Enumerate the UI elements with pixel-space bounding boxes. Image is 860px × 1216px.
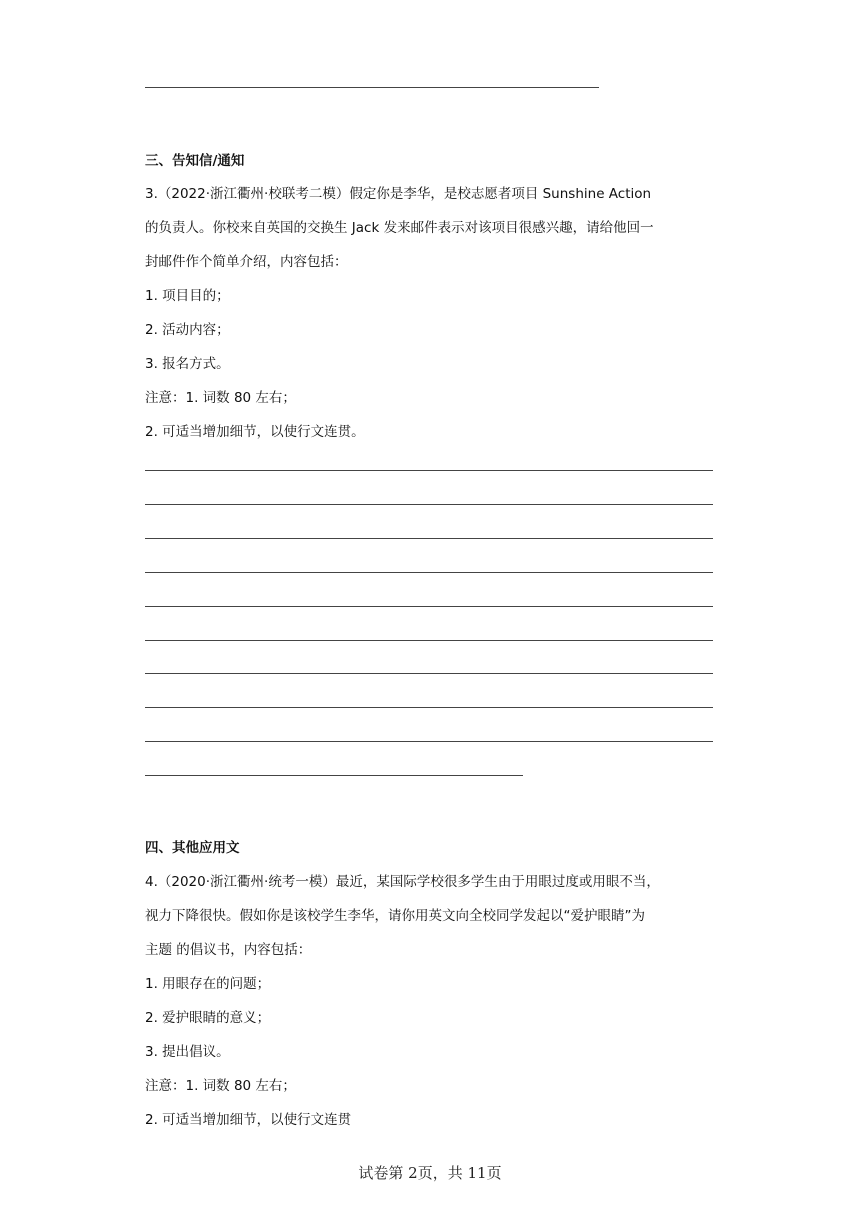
note-line: 注意：1. 词数 80 左右； <box>145 390 296 406</box>
answer-line <box>145 538 713 539</box>
list-item: 3. 提出倡议。 <box>145 1044 230 1060</box>
note-line: 2. 可适当增加细节，以使行文连贯 <box>145 1112 352 1128</box>
list-item: 1. 项目目的； <box>145 288 230 304</box>
answer-line <box>145 470 713 471</box>
list-item: 2. 爱护眼睛的意义； <box>145 1010 271 1026</box>
answer-line <box>145 87 599 88</box>
section-heading: 三、告知信/通知 <box>145 153 245 169</box>
answer-line <box>145 741 713 742</box>
question-line: 封邮件作个简单介绍，内容包括： <box>145 254 348 270</box>
answer-line <box>145 775 523 776</box>
question-line: 视力下降很快。假如你是该校学生李华，请你用英文向全校同学发起以“爱护眼睛”为 <box>145 908 645 924</box>
page-footer: 试卷第 2页，共 11页 <box>358 1164 502 1182</box>
question-line: 的负责人。你校来自英国的交换生 Jack 发来邮件表示对该项目很感兴趣，请给他回一 <box>145 220 654 236</box>
answer-line <box>145 572 713 573</box>
list-item: 1. 用眼存在的问题； <box>145 976 271 992</box>
question-line: 主题 的倡议书，内容包括： <box>145 942 312 958</box>
question-line: 4.（2020·浙江衢州·统考一模）最近，某国际学校很多学生由于用眼过度或用眼不当， <box>145 874 660 890</box>
list-item: 2. 活动内容； <box>145 322 230 338</box>
note-line: 2. 可适当增加细节，以使行文连贯。 <box>145 424 365 440</box>
list-item: 3. 报名方式。 <box>145 356 230 372</box>
answer-line <box>145 673 713 674</box>
answer-line <box>145 606 713 607</box>
answer-line <box>145 640 713 641</box>
answer-line <box>145 504 713 505</box>
note-line: 注意：1. 词数 80 左右； <box>145 1078 296 1094</box>
section-heading: 四、其他应用文 <box>145 840 240 856</box>
question-line: 3.（2022·浙江衢州·校联考二模）假定你是李华，是校志愿者项目 Sunshine Action <box>145 186 652 202</box>
answer-line <box>145 707 713 708</box>
